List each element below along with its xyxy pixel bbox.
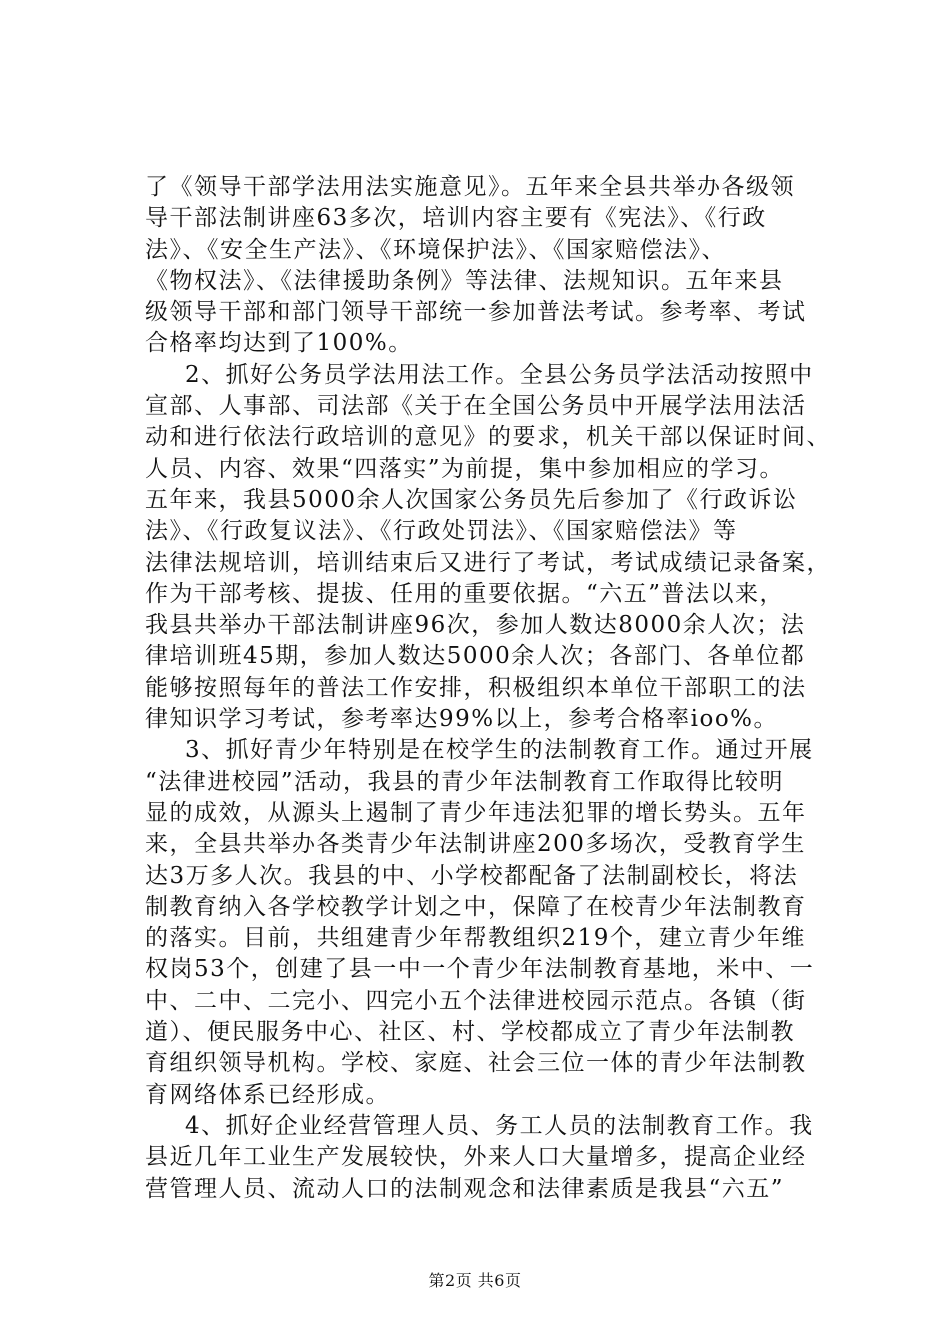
document-body <box>145 172 831 1205</box>
text-line: 作为干部考核、提拔、任用的重要依据。“六五”普法以来， <box>145 580 785 607</box>
text-line: 道）、便民服务中心、社区、村、学校都成立了青少年法制教 <box>145 1019 795 1046</box>
text-line: 导干部法制讲座63多次，培训内容主要有《宪法》、《行政 <box>145 205 767 232</box>
text-line: 3、抓好青少年特别是在校学生的法制教育工作。通过开展 <box>185 737 814 764</box>
text-line: 4、抓好企业经营管理人员、务工人员的法制教育工作。我 <box>185 1112 814 1139</box>
page-footer: 第2页 共6页 <box>428 1271 522 1290</box>
text-line: 能够按照每年的普法工作安排，积极组织本单位干部职工的法 <box>145 674 807 701</box>
text-line: 法》、《行政复议法》、《行政处罚法》、《国家赔偿法》等 <box>145 518 738 545</box>
text-line: 宣部、人事部、司法部《关于在全国公务员中开展学法用法活 <box>145 393 807 420</box>
text-line: 律知识学习考试，参考率达99%以上，参考合格率ioo%。 <box>145 706 779 733</box>
text-line: 动和进行依法行政培训的意见》的要求，机关干部以保证时间、 <box>145 424 831 451</box>
text-line: 我县共举办干部法制讲座96次，参加人数达8000余人次；法 <box>145 612 806 639</box>
text-line: 显的成效，从源头上遏制了青少年违法犯罪的增长势头。五年 <box>145 799 807 826</box>
text-line: 《物权法》、《法律援助条例》等法律、法规知识。五年来县 <box>145 267 784 294</box>
text-line: “法律进校园”活动，我县的青少年法制教育工作取得比较明 <box>145 768 785 795</box>
text-line: 级领导干部和部门领导干部统一参加普法考试。参考率、考试 <box>145 299 807 326</box>
text-line: 中、二中、二完小、四完小五个法律进校园示范点。各镇（街 <box>145 987 807 1014</box>
text-line: 合格率均达到了100%。 <box>145 330 413 357</box>
text-line: 权岗53个，创建了县一中一个青少年法制教育基地，米中、一 <box>145 956 815 983</box>
text-line: 法律法规培训，培训结束后又进行了考试，考试成绩记录备案， <box>145 549 831 576</box>
text-line: 五年来，我县5000余人次国家公务员先后参加了《行政诉讼 <box>145 486 798 513</box>
text-line: 来，全县共举办各类青少年法制讲座200多场次，受教育学生 <box>145 831 806 858</box>
text-line: 达3万多人次。我县的中、小学校都配备了法制副校长，将法 <box>145 862 799 889</box>
text-line: 的落实。目前，共组建青少年帮教组织219个，建立青少年维 <box>145 925 806 952</box>
text-line: 营管理人员、流动人口的法制观念和法律素质是我县“六五” <box>145 1175 785 1202</box>
text-line: 律培训班45期，参加人数达5000余人次；各部门、各单位都 <box>145 643 806 670</box>
text-line: 了《领导干部学法用法实施意见》。五年来全县共举办各级领 <box>145 174 795 200</box>
text-line: 制教育纳入各学校教学计划之中，保障了在校青少年法制教育 <box>145 893 807 920</box>
text-line: 育组织领导机构。学校、家庭、社会三位一体的青少年法制教 <box>145 1050 807 1077</box>
text-line: 法》、《安全生产法》、《环境保护法》、《国家赔偿法》、 <box>145 236 726 263</box>
text-line: 县近几年工业生产发展较快，外来人口大量增多，提高企业经 <box>145 1144 807 1171</box>
text-line: 人员、内容、效果“四落实”为前提，集中参加相应的学习。 <box>145 455 785 482</box>
text-line: 育网络体系已经形成。 <box>145 1081 390 1108</box>
text-line: 2、抓好公务员学法用法工作。全县公务员学法活动按照中 <box>185 361 814 388</box>
